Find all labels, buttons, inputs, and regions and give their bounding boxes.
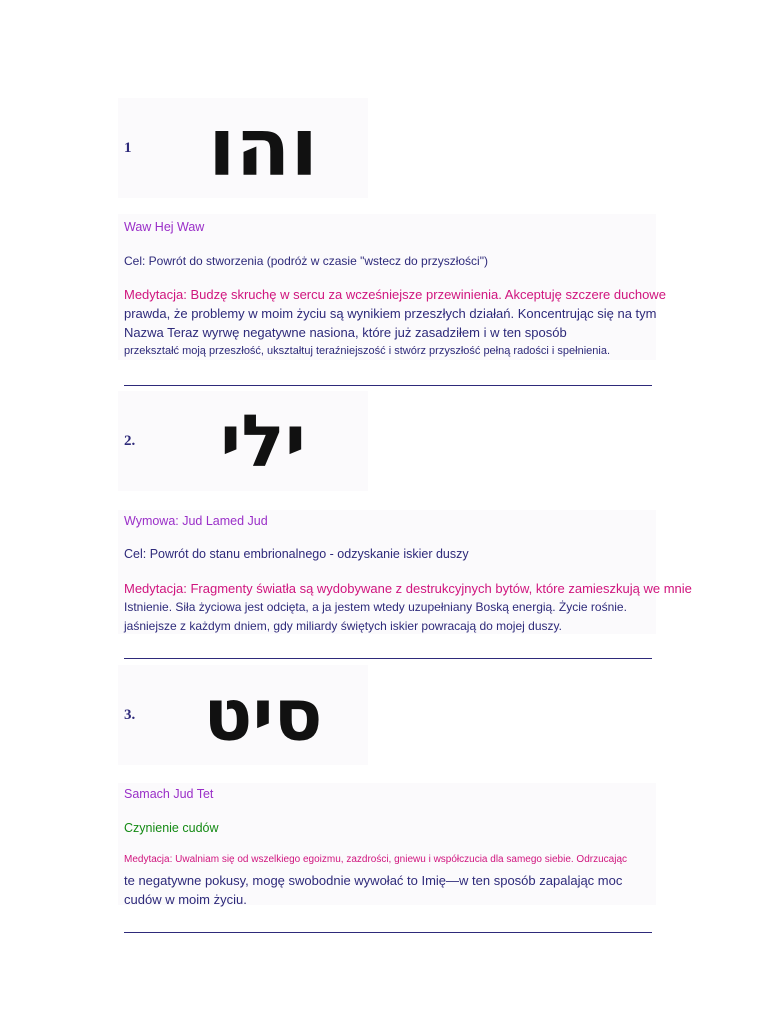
- divider: [124, 658, 652, 659]
- meditation-line-2: prawda, że problemy w moim życiu są wynikiem przeszłych działań. Koncentrując się na tym: [124, 306, 657, 321]
- entry-name: Samach Jud Tet: [124, 787, 214, 801]
- meditation-line-1: Medytacja: Fragmenty światła są wydobywane z destrukcyjnych bytów, które zamieszkują we mnie: [124, 581, 692, 596]
- meditation-line-3: Nazwa Teraz wyrwę negatywne nasiona, które już zasadziłem i w ten sposób: [124, 325, 567, 340]
- meditation-line-4: przekształć moją przeszłość, ukształtuj teraźniejszość i stwórz przyszłość pełną radości i spełnienia.: [124, 345, 611, 357]
- entry-name: Wymowa: Jud Lamed Jud: [124, 514, 268, 528]
- entry-purpose: Cel: Powrót do stanu embrionalnego - odzyskanie iskier duszy: [124, 547, 469, 561]
- entry-purpose: Czynienie cudów: [124, 821, 219, 835]
- entry-3-text: [118, 783, 656, 905]
- hebrew-name-image: סיט: [203, 673, 323, 757]
- hebrew-name-image: והו: [208, 101, 318, 194]
- meditation-line-3: jaśniejsze z każdym dniem, gdy miliardy świętych iskier powracają do mojej duszy.: [124, 619, 562, 633]
- entry-number: 3.: [124, 707, 136, 723]
- meditation-line-1: Medytacja: Uwalniam się od wszelkiego egoizmu, zazdrości, gniewu i współczucia dla samego siebie. Odrzucając: [124, 854, 628, 865]
- entry-3-header: [118, 665, 368, 765]
- hebrew-name-image: ילי: [220, 399, 306, 483]
- meditation-line-1: Medytacja: Budzę skruchę w sercu za wcześniejsze przewinienia. Akceptuję szczere duchowe: [124, 287, 666, 302]
- meditation-line-2: Istnienie. Siła życiowa jest odcięta, a ja jestem wtedy uzupełniany Boską energią. Życie rośnie.: [124, 600, 627, 614]
- meditation-line-3: cudów w moim życiu.: [124, 892, 247, 907]
- entry-1-header: [118, 98, 368, 198]
- entry-purpose: Cel: Powrót do stworzenia (podróż w czasie "wstecz do przyszłości"): [124, 254, 488, 268]
- entry-1-text: [118, 214, 666, 360]
- meditation-line-2: te negatywne pokusy, mogę swobodnie wywołać to Imię—w ten sposób zapalając moc: [124, 873, 623, 888]
- entry-number: 1: [124, 140, 132, 156]
- entry-name: Waw Hej Waw: [124, 220, 205, 234]
- divider: [124, 385, 652, 386]
- divider: [124, 932, 652, 933]
- entry-2-header: [118, 391, 368, 491]
- entry-number: 2.: [124, 433, 136, 449]
- entry-2-text: [118, 510, 692, 634]
